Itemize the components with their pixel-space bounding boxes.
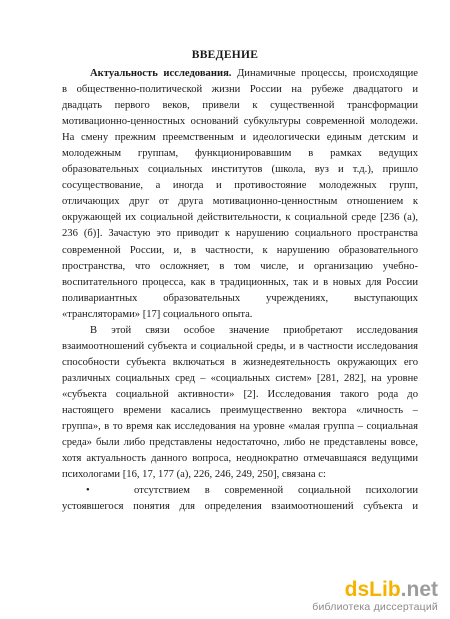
text-line: воспитательного процесса, как в традиционных, так и в новых для России — [62, 276, 418, 288]
dslib-logo: dsLib.net — [344, 578, 438, 601]
text-line: сосуществование, а иногда и противостояние молодежных групп, — [62, 180, 418, 192]
text-line: окружающей их социальной действительности, к социальной среде [236 (а), — [62, 212, 418, 224]
text-line: психологами [16, 17, 177 (а), 226, 246, 249, 250], связана с: — [62, 469, 326, 481]
text-line: молодежным группам, функционировавшим в рамках ведущих — [62, 148, 418, 160]
text-line: устоявшегося понятия для определения взаимоотношений субъекта и — [62, 501, 418, 513]
bullet-line: • отсутствием в современной социальной психологии — [62, 483, 418, 499]
text-line: пространства, что осложняет, в том числе, и организацию учебно- — [62, 260, 418, 272]
text-line: различных социальных сред – «социальных систем» [281, 282], на уровне — [62, 372, 418, 384]
lead-phrase: Актуальность исследования. — [90, 68, 232, 79]
text-line: «трансляторами» [17] социального опыта. — [62, 308, 253, 320]
text-line: группа», в то время как исследования на уровне «малая группа – социальная — [62, 421, 418, 433]
text-line: Актуальность исследования. Динамичные процессы, происходящие — [90, 68, 418, 79]
dslib-subtitle: библиотека диссертаций — [312, 601, 438, 613]
text-line: способности субъекта включаться в жизнедеятельность окружающих его — [62, 356, 418, 368]
text-line: двадцать первого веков, привели к существенной трансформации — [62, 100, 418, 112]
text-line: среда» были либо представлены недостаточно, либо не представлены вовсе, — [62, 437, 418, 449]
section-heading: ВВЕДЕНИЕ — [191, 49, 259, 61]
text-line: современной России, и, в частности, к нарушению образовательного — [62, 244, 418, 256]
text-line: отличающих друг от друга мотивационно-ценностным отношением к — [62, 196, 418, 208]
text-line: На смену прежним преемственным и идеологически единым детским и — [62, 132, 418, 144]
body-text — [62, 66, 418, 515]
text-line: «субъекта социальной активности» [2]. Исследования такого рода до — [62, 388, 418, 400]
text-line: поливариантных образовательных учреждениях, выступающих — [62, 292, 418, 304]
text-line: 236 (б)]. Зачастую это приводит к нарушению социального пространства — [62, 228, 418, 240]
text-line: образовательных социальных институтов (школа, вуз и т.д.), пришло — [62, 164, 418, 176]
text-line: взаимоотношений субъекта и социальной среды, и в частности исследования — [62, 340, 418, 352]
dslib-watermark — [312, 579, 438, 613]
text-line: мотивационно-ценностных оснований субкультуры современной молодежи. — [62, 116, 418, 128]
text-line: В этой связи особое значение приобретают исследования — [90, 324, 418, 336]
bullet-icon: • — [86, 485, 90, 497]
text-line: хотя актуальность данного вопроса, неоднократно отмечавшаяся ведущими — [62, 453, 418, 465]
text-line: в общественно-политической жизни России на рубеже двадцатого и — [62, 84, 418, 96]
text-line: настоящего времени касались преимущественно вектора «личность – — [62, 404, 418, 416]
